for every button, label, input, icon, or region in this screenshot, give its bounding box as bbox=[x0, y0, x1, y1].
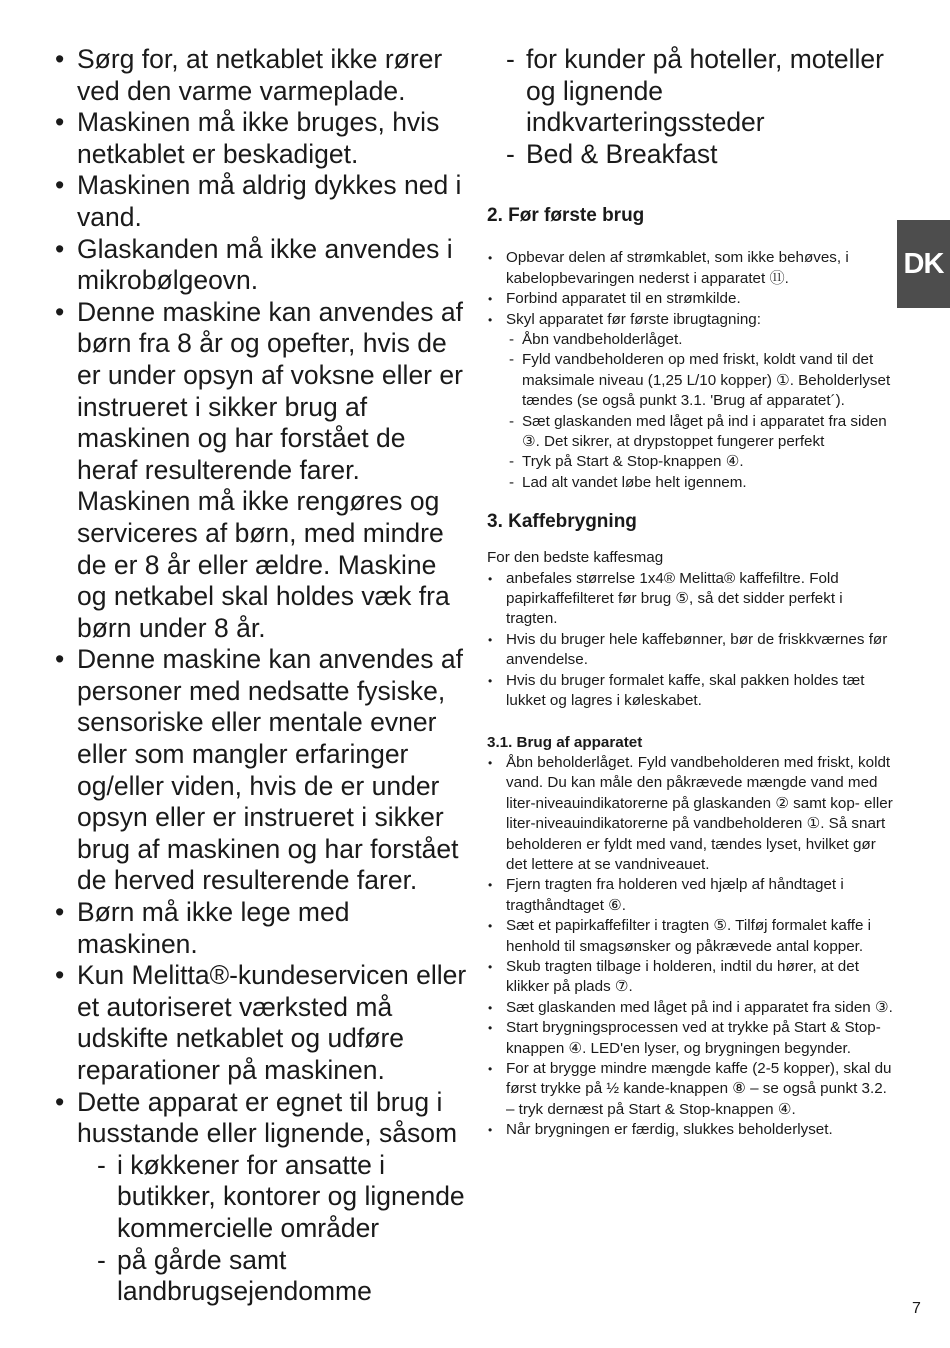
section-2-list bbox=[487, 248, 897, 493]
section-3-1-list bbox=[487, 753, 897, 1141]
list-item: • Hvis du bruger hele kaffebønner, bør de friskkværnes før anvendelse. bbox=[487, 630, 897, 671]
safety-item: • Sørg for, at netkablet ikke rører ved den varme varmeplade. bbox=[55, 44, 470, 107]
usage-subitem: - på gårde samt landbrugsejendomme bbox=[77, 1245, 470, 1308]
rinse-steps bbox=[506, 330, 897, 493]
list-item: • For at brygge mindre mængde kaffe (2-5 kopper), skal du først trykke på ½ kande-knappen ⑧ – se også punkt 3.2. – tryk dernæst på Start & Stop-knappen ④. bbox=[487, 1059, 897, 1120]
usage-subitem: - Bed & Breakfast bbox=[487, 139, 897, 171]
list-item: • Fjern tragten fra holderen ved hjælp af håndtaget i tragthåndtaget ⑥. bbox=[487, 875, 897, 916]
safety-list bbox=[55, 44, 470, 1308]
usage-sublist bbox=[77, 1150, 470, 1308]
section-3-heading: 3. Kaffebrygning bbox=[487, 511, 637, 533]
safety-item: • Glaskanden må ikke anvendes i mikrobølgeovn. bbox=[55, 234, 470, 297]
usage-subitem: - i køkkener for ansatte i butikker, kontorer og lignende kommercielle områder bbox=[77, 1150, 470, 1245]
list-item: • Når brygningen er færdig, slukkes beholderlyset. bbox=[487, 1120, 897, 1140]
step-item: - Sæt glaskanden med låget på ind i apparatet fra siden ③. Det sikrer, at drypstoppet fungerer perfekt bbox=[506, 412, 897, 453]
list-item: • Opbevar delen af strømkablet, som ikke behøves, i kabelopbevaringen nederst i apparatet ⑪. bbox=[487, 248, 897, 289]
safety-item: • Kun Melitta®-kundeservicen eller et autoriseret værksted må udskifte netkablet og udføre reparationer på maskinen. bbox=[55, 960, 470, 1086]
list-item: • Sæt glaskanden med låget på ind i apparatet fra siden ③. bbox=[487, 998, 897, 1018]
list-item: • Åbn beholderlåget. Fyld vandbeholderen med friskt, koldt vand. Du kan måle den påkrævede mængde vand med liter-niveauindikatorerne på glaskanden ② samt kop- eller liter-niveauindikatorerne på vandbeholderen ①. Så snart beholderen er fyldt med vand, tændes lyset, hvilket gør det lettere at se vandniveauet. bbox=[487, 753, 897, 875]
step-item: - Tryk på Start & Stop-knappen ④. bbox=[506, 452, 897, 472]
page-number: 7 bbox=[912, 1300, 921, 1317]
step-item: - Lad alt vandet løbe helt igennem. bbox=[506, 473, 897, 493]
list-item: • Hvis du bruger formalet kaffe, skal pakken holdes tæt lukket og lagres i køleskabet. bbox=[487, 671, 897, 712]
list-item: • Skub tragten tilbage i holderen, indtil du hører, at det klikker på plads ⑦. bbox=[487, 957, 897, 998]
safety-item: • Maskinen må aldrig dykkes ned i vand. bbox=[55, 170, 470, 233]
section-3-list bbox=[487, 569, 897, 712]
list-item-text: Skyl apparatet før første ibrugtagning: bbox=[506, 310, 761, 328]
language-tab: DK bbox=[897, 220, 950, 308]
section-2-heading: 2. Før første brug bbox=[487, 205, 645, 227]
list-item bbox=[487, 310, 897, 494]
list-item: • Sæt et papirkaffefilter i tragten ⑤. Tilføj formalet kaffe i henhold til smagsønsker og påkrævede antal kopper. bbox=[487, 916, 897, 957]
usage-sublist-continued bbox=[487, 44, 897, 170]
left-column bbox=[55, 44, 470, 1308]
safety-item: • Maskinen må ikke bruges, hvis netkablet er beskadiget. bbox=[55, 107, 470, 170]
safety-item: • Børn må ikke lege med maskinen. bbox=[55, 897, 470, 960]
right-column bbox=[487, 44, 897, 1141]
usage-subitem: - for kunder på hoteller, moteller og lignende indkvarteringssteder bbox=[487, 44, 897, 139]
safety-item: • Denne maskine kan anvendes af personer med nedsatte fysiske, sensoriske eller mentale evner eller som mangler erfaringer og/eller viden, hvis de er under opsyn eller er instrueret i sikker brug af maskinen og har forstået de herved resulterende farer. bbox=[55, 644, 470, 897]
step-item: - Fyld vandbeholderen op med friskt, koldt vand til det maksimale niveau (1,25 L/10 kopper) ①. Beholderlyset tændes (se også punkt 3.1. 'Brug af apparatet´). bbox=[506, 350, 897, 411]
safety-item: • Denne maskine kan anvendes af børn fra 8 år og opefter, hvis de er under opsyn af voksne eller er instrueret i sikker brug af maskinen og har forstået de heraf resulterende farer. Maskinen må ikke rengøres og serviceres af børn, med mindre de er 8 år eller ældre. Maskine og netkabel skal holdes væk fra børn under 8 år. bbox=[55, 297, 470, 645]
safety-item-text: Dette apparat er egnet til brug i husstande eller lignende, såsom bbox=[77, 1086, 458, 1149]
list-item: • Forbind apparatet til en strømkilde. bbox=[487, 289, 897, 309]
list-item: • anbefales størrelse 1x4® Melitta® kaffefiltre. Fold papirkaffefilteret før brug ⑤, så det sidder perfekt i tragten. bbox=[487, 569, 897, 630]
list-item: • Start brygningsprocessen ved at trykke på Start & Stop-knappen ④. LED'en lyser, og brygningen begynder. bbox=[487, 1018, 897, 1059]
safety-item bbox=[55, 1087, 470, 1308]
section-3-intro: For den bedste kaffesmag bbox=[487, 549, 664, 567]
step-item: - Åbn vandbeholderlåget. bbox=[506, 330, 897, 350]
section-3-1-heading: 3.1. Brug af apparatet bbox=[487, 733, 643, 751]
